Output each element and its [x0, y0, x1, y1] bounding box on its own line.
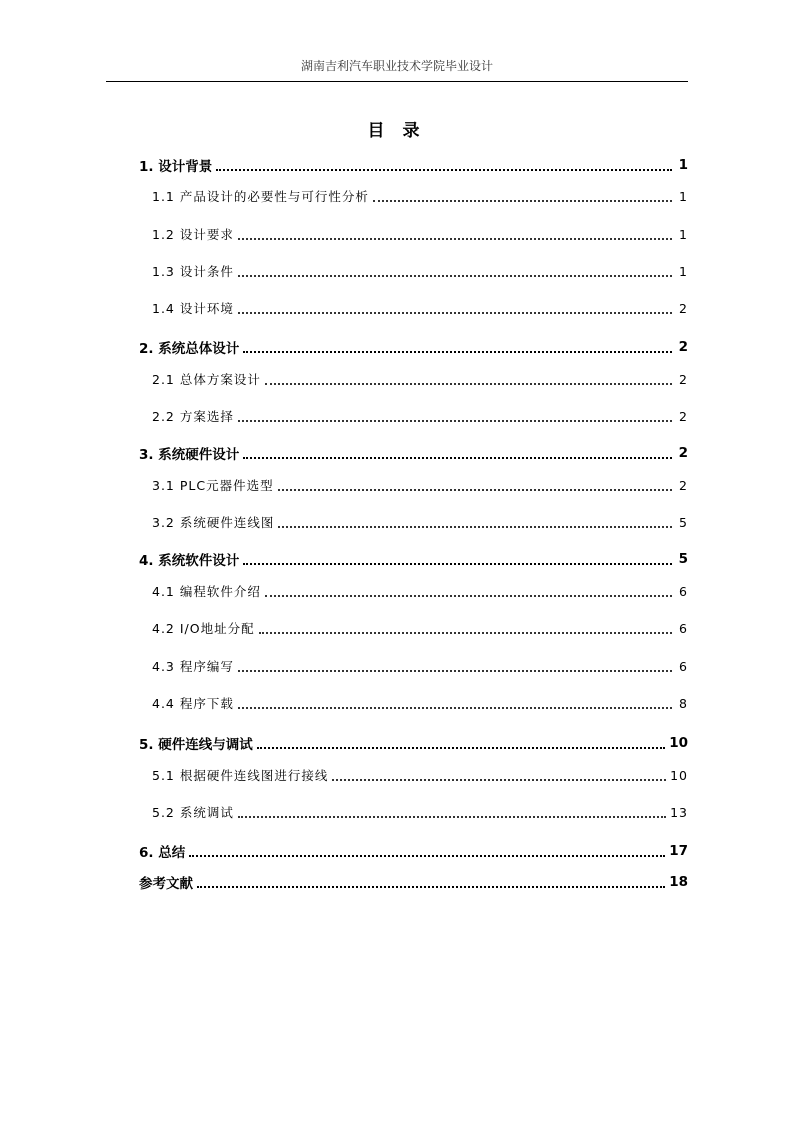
toc-entry[interactable]	[139, 544, 688, 574]
toc-entry-page: 2	[679, 300, 688, 316]
toc-entry-page: 8	[679, 695, 688, 711]
header-divider	[106, 81, 688, 82]
toc-dot-leader	[238, 420, 672, 422]
toc-entry-label: 6. 总结	[139, 845, 186, 861]
toc-dot-leader	[332, 779, 666, 781]
toc-dot-leader	[238, 238, 672, 240]
toc-entry-label: 2.1 总体方案设计	[152, 372, 261, 387]
toc-entry[interactable]	[139, 256, 688, 286]
toc-entry-label: 3. 系统硬件设计	[139, 447, 240, 463]
toc-entry-page: 1	[679, 188, 688, 204]
toc-entry[interactable]	[139, 797, 688, 827]
toc-entry-label: 5.1 根据硬件连线图进行接线	[152, 768, 329, 783]
toc-entry-page: 10	[670, 767, 688, 783]
toc-dot-leader	[216, 169, 672, 171]
toc-entry-label: 5. 硬件连线与调试	[139, 737, 253, 753]
toc-dot-leader	[257, 747, 665, 749]
toc-entry[interactable]	[139, 651, 688, 681]
toc-entry[interactable]	[139, 401, 688, 431]
toc-entry-label: 4.4 程序下载	[152, 696, 234, 711]
toc-entry[interactable]	[139, 219, 688, 249]
toc-entry-label: 1.3 设计条件	[152, 264, 234, 279]
toc-dot-leader	[259, 632, 672, 634]
toc-entry-page: 6	[679, 658, 688, 674]
toc-dot-leader	[373, 200, 672, 202]
toc-entry-label: 3.2 系统硬件连线图	[152, 515, 275, 530]
toc-entry-label: 2. 系统总体设计	[139, 341, 240, 357]
toc-entry-label: 参考文献	[139, 876, 193, 892]
toc-entry-page: 13	[670, 804, 688, 820]
toc-entry-label: 4. 系统软件设计	[139, 553, 240, 569]
toc-entry-label: 4.1 编程软件介绍	[152, 584, 261, 599]
toc-entry-page: 10	[669, 735, 688, 751]
toc-entry-label: 5.2 系统调试	[152, 805, 234, 820]
toc-entry[interactable]	[139, 332, 688, 362]
toc-dot-leader	[278, 489, 672, 491]
toc-entry-label: 3.1 PLC元器件选型	[152, 478, 274, 493]
toc-entry-label: 1.2 设计要求	[152, 227, 234, 242]
toc-entry-label: 2.2 方案选择	[152, 409, 234, 424]
toc-entry-page: 18	[669, 874, 688, 890]
toc-entry[interactable]	[139, 470, 688, 500]
toc-entry-page: 1	[678, 157, 688, 173]
toc-entry-page: 2	[678, 339, 688, 355]
toc-entry-page: 6	[679, 583, 688, 599]
toc-entry[interactable]	[139, 150, 688, 180]
toc-entry-page: 17	[669, 843, 688, 859]
toc-dot-leader	[243, 351, 672, 353]
toc-entry[interactable]	[139, 836, 688, 866]
toc-entry[interactable]	[139, 181, 688, 211]
toc-entry[interactable]	[139, 728, 688, 758]
toc-dot-leader	[265, 595, 672, 597]
toc-entry-label: 1. 设计背景	[139, 159, 213, 175]
toc-entry-page: 5	[678, 551, 688, 567]
toc-entry[interactable]	[139, 293, 688, 323]
toc-dot-leader	[189, 855, 665, 857]
toc-dot-leader	[238, 312, 672, 314]
toc-dot-leader	[238, 670, 672, 672]
toc-entry[interactable]	[139, 760, 688, 790]
toc-dot-leader	[197, 886, 665, 888]
toc-dot-leader	[265, 383, 672, 385]
toc-entry-page: 1	[679, 263, 688, 279]
toc-entry[interactable]	[139, 688, 688, 718]
toc-entry[interactable]	[139, 576, 688, 606]
toc-dot-leader	[278, 526, 672, 528]
toc-entry[interactable]	[139, 507, 688, 537]
toc-entry-page: 2	[679, 477, 688, 493]
toc-entry-label: 4.3 程序编写	[152, 659, 234, 674]
toc-entry-page: 1	[679, 226, 688, 242]
toc-entry-label: 1.4 设计环境	[152, 301, 234, 316]
toc-entry-page: 2	[679, 371, 688, 387]
toc-dot-leader	[238, 816, 666, 818]
toc-dot-leader	[243, 457, 672, 459]
toc-entry[interactable]	[139, 438, 688, 468]
toc-entry-page: 2	[678, 445, 688, 461]
toc-entry[interactable]	[139, 364, 688, 394]
toc-title: 目 录	[367, 121, 426, 141]
toc-entry[interactable]	[139, 867, 688, 897]
toc-entry-page: 6	[679, 620, 688, 636]
page-header: 湖南吉利汽车职业技术学院毕业设计	[300, 59, 493, 73]
toc-entry-page: 5	[679, 514, 688, 530]
toc-entry[interactable]	[139, 613, 688, 643]
toc-dot-leader	[238, 707, 672, 709]
toc-entry-page: 2	[679, 408, 688, 424]
toc-entry-label: 1.1 产品设计的必要性与可行性分析	[152, 189, 369, 204]
toc-dot-leader	[238, 275, 672, 277]
toc-entry-label: 4.2 I/O地址分配	[152, 621, 255, 636]
toc-dot-leader	[243, 563, 672, 565]
